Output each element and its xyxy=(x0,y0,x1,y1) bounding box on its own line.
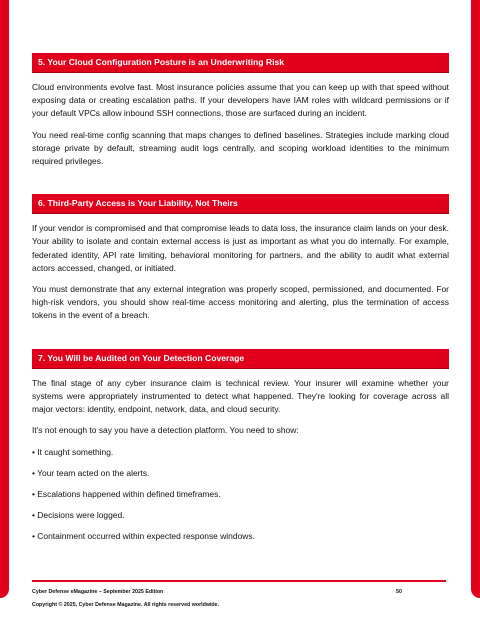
section-6-paragraph-2: You must demonstrate that any external integration was properly scoped, permissioned, and documented. For high-risk vendors, you should show real-time access monitoring and alerting, plus the termination of access tokens in the event of a breach. xyxy=(32,284,449,321)
section-heading-5: 5. Your Cloud Configuration Posture is an Underwriting Risk xyxy=(32,53,449,72)
bullet-item: • Your team acted on the alerts. xyxy=(32,468,150,479)
footer-publication: Cyber Defense eMagazine – September 2025 Edition xyxy=(32,589,164,595)
bullet-list xyxy=(32,446,449,542)
article-body xyxy=(32,53,449,542)
section-5-paragraph-2: You need real-time config scanning that maps changes to defined baselines. Strategies include marking cloud storage private by default, streaming audit logs centrally, and scoping workload identities to the minimum required privileges. xyxy=(32,129,449,167)
footer-divider xyxy=(32,580,446,582)
section-heading-7: 7. You Will be Audited on Your Detection Coverage xyxy=(32,349,449,368)
footer-copyright: Copyright © 2025, Cyber Defense Magazine. All rights reserved worldwide. xyxy=(32,602,220,608)
bullet-item: • Decisions were logged. xyxy=(32,510,125,521)
footer-page-number: 50 xyxy=(396,589,402,595)
section-heading-6: 6. Third-Party Access is Your Liability, Not Theirs xyxy=(32,194,449,213)
bullet-item: • Escalations happened within defined timeframes. xyxy=(32,489,221,500)
bullet-item: • It caught something. xyxy=(32,447,114,458)
left-edge-bar xyxy=(0,0,9,598)
bullet-item: • Containment occurred within expected response windows. xyxy=(32,531,255,542)
right-edge-bar xyxy=(471,0,480,598)
section-7-paragraph-1: The final stage of any cyber insurance claim is technical review. Your insurer will examine whether your systems were appropriately instrumented to detect what happened. They're looking for coverage across all major vectors: identity, endpoint, network, data, and cloud security. xyxy=(32,377,449,415)
section-7-paragraph-2: It's not enough to say you have a detection platform. You need to show: xyxy=(32,425,299,436)
section-5-paragraph-1: Cloud environments evolve fast. Most insurance policies assume that you can keep up with that speed without exposing data or creating escalation paths. If your developers have IAM roles with wildcard permissions or if your default VPCs allow inbound SSH connections, those are surfaced during an incident. xyxy=(32,82,449,119)
section-6-paragraph-1: If your vendor is compromised and that compromise leads to data loss, the insurance claim lands on your desk. Your ability to isolate and contain external access is just as important as what you do internally. For example, federated identity, API rate limiting, behavioral monitoring for partners, and the ability to audit what external actors accessed, changed, or initiated. xyxy=(32,223,449,273)
